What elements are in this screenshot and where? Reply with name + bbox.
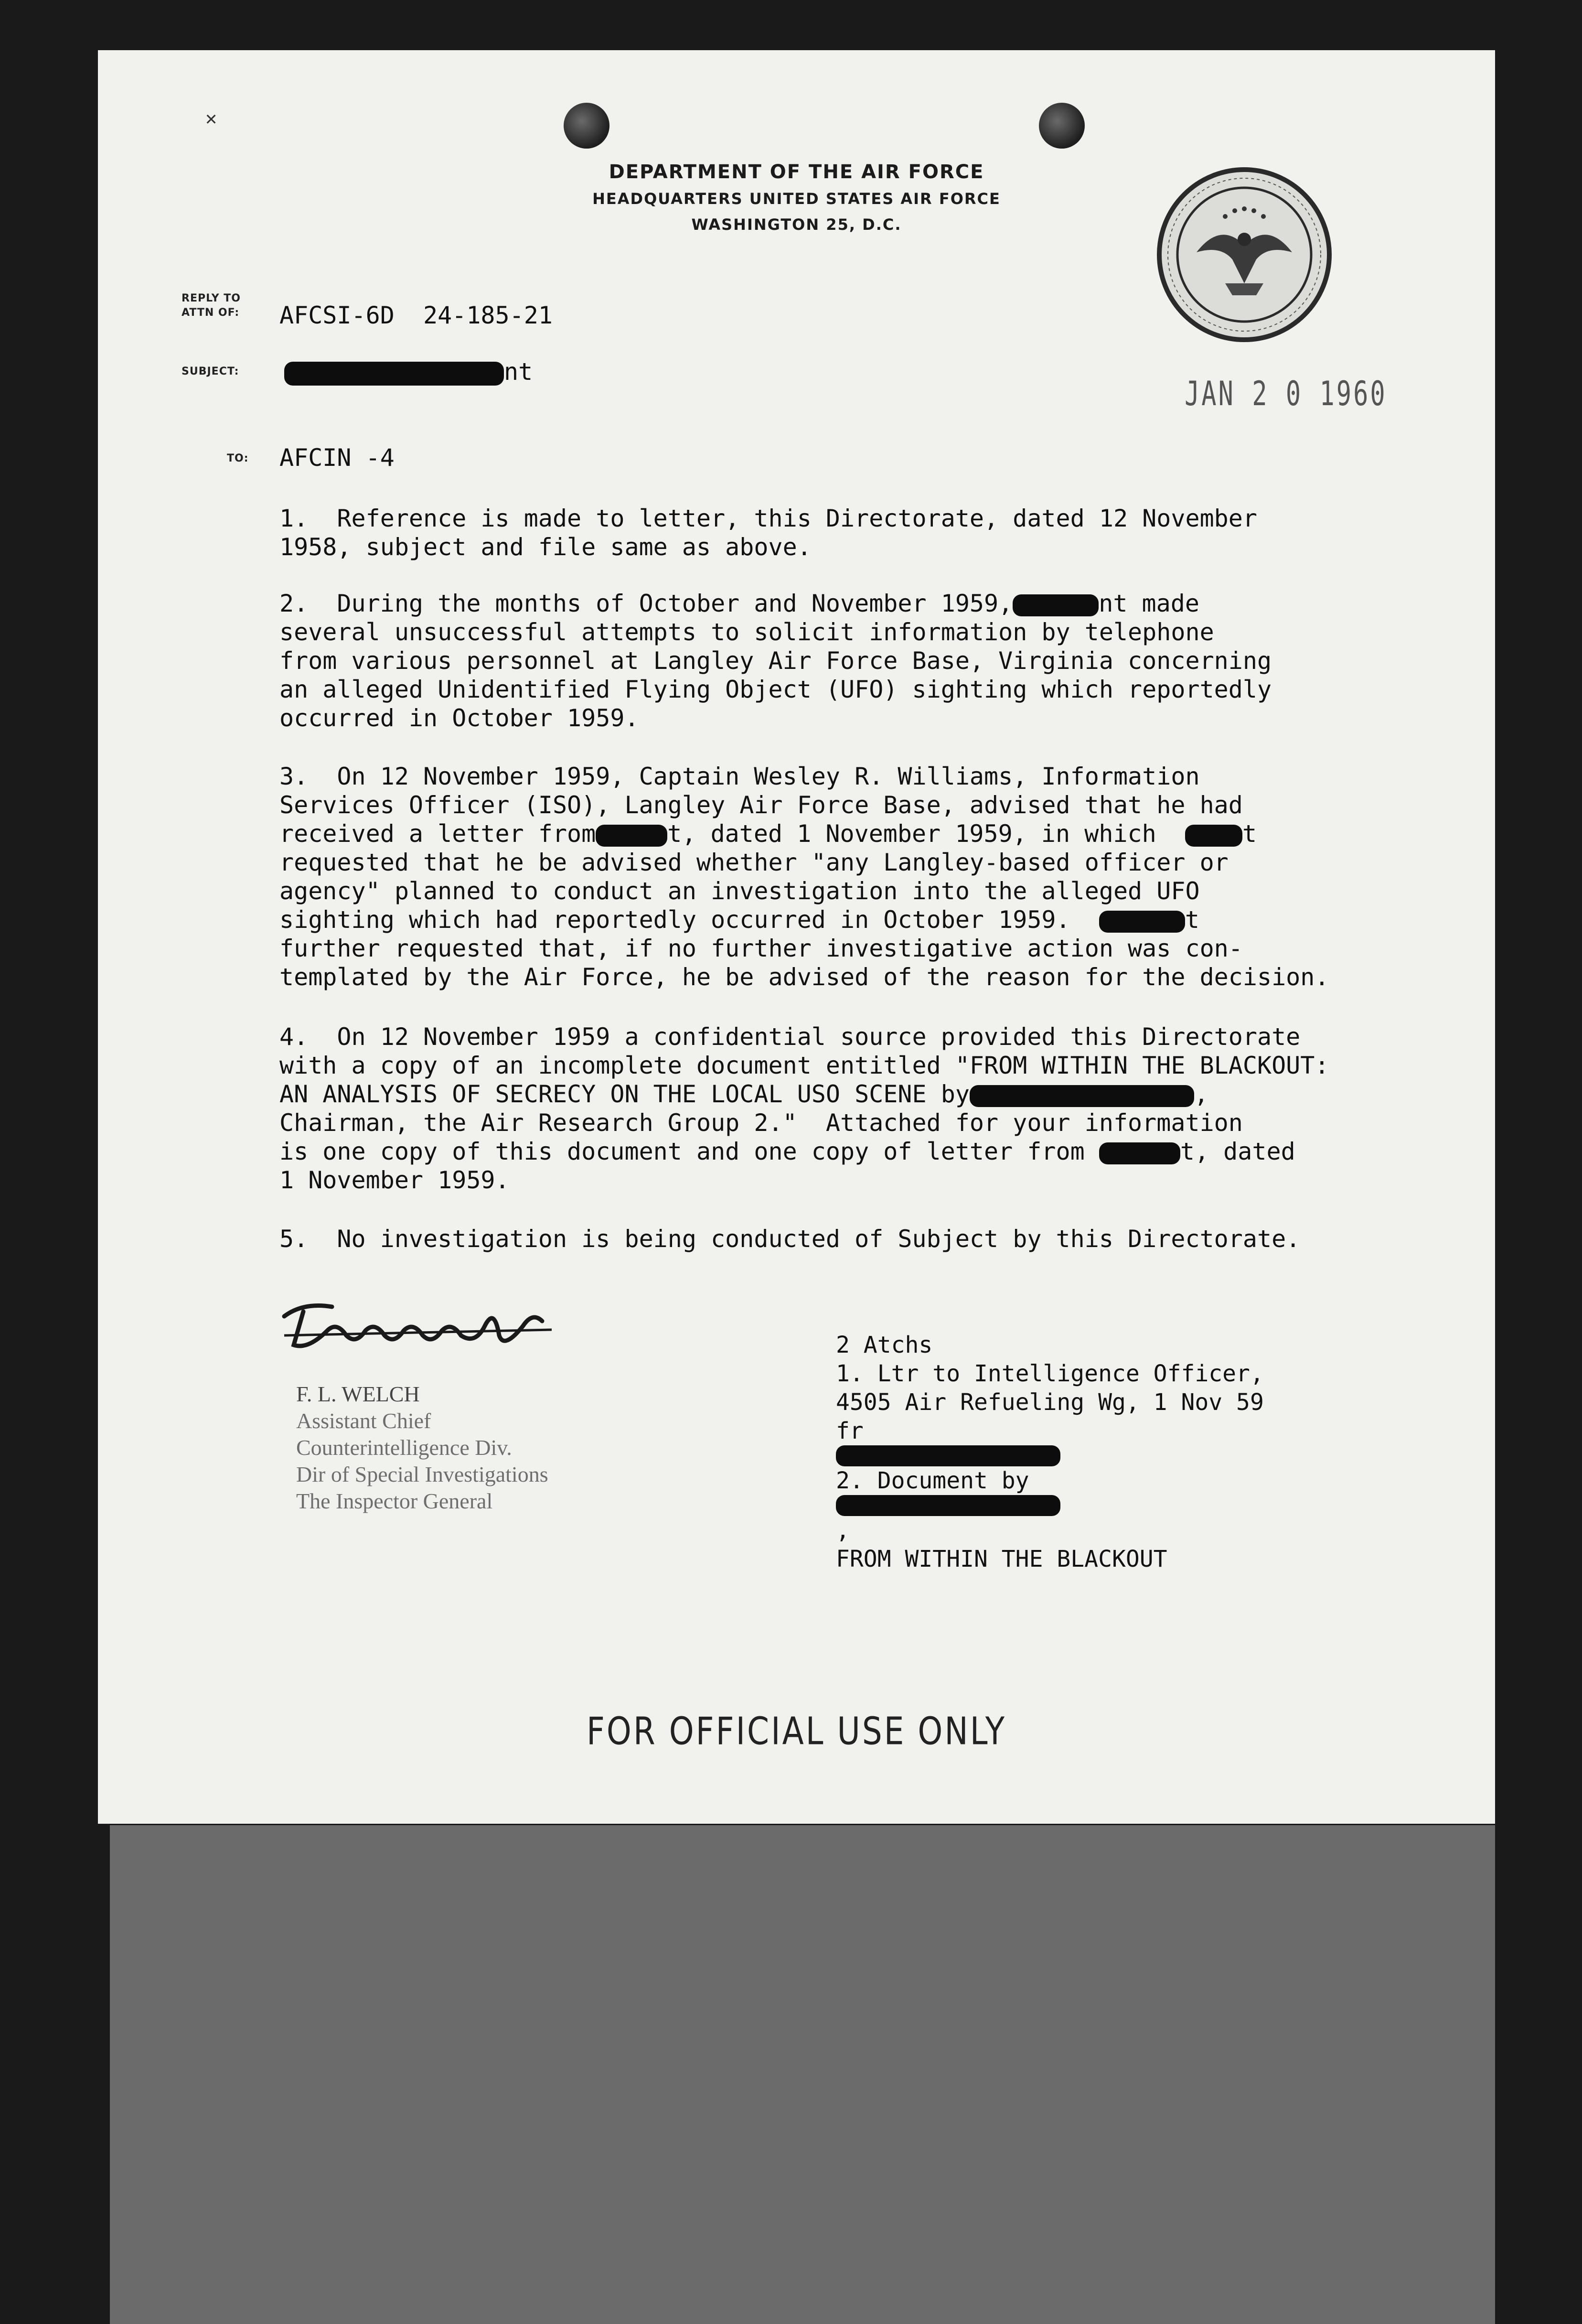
text-line: Services Officer (ISO), Langley Air Force Base, advised that he had [279,791,1243,819]
punch-hole-left [564,103,609,149]
redaction [284,362,504,386]
text-line: 4. On 12 November 1959 a confidential source provided this Directorate [279,1023,1301,1051]
text-line [279,819,1445,848]
subject-line [284,360,533,386]
redaction [1185,825,1242,847]
text-line: from various personnel at Langley Air Force Base, Virginia concerning [279,647,1272,675]
text-fragment: AN ANALYSIS OF SECRECY ON THE LOCAL USO SCENE by [279,1080,970,1108]
text-line: requested that he be advised whether "any Langley-based officer or [279,849,1229,876]
attachments-list [836,1331,1264,1573]
text-fragment: t [1185,906,1199,934]
signer-name: F. L. WELCH [296,1382,420,1406]
attachment-1-line-1: 1. Ltr to Intelligence Officer, [836,1360,1264,1387]
paragraph-5 [279,1225,1445,1253]
to-label: TO: [227,452,249,464]
redaction [970,1085,1194,1107]
punch-hole-right [1039,103,1085,149]
attachment-2-line-1 [836,1466,1264,1545]
letterhead-location: WASHINGTON 25, D.C. [691,215,902,234]
redaction [596,825,667,847]
text-line [279,905,1445,934]
text-fragment: t, dated [1180,1138,1295,1165]
signer-office: The Inspector General [296,1489,493,1513]
subject-tail: nt [504,358,533,386]
text-line: 1 November 1959. [279,1166,510,1194]
redaction [1099,911,1185,933]
date-received-stamp: JAN 2 0 1960 [1185,375,1387,414]
text-line: occurred in October 1959. [279,704,639,732]
signer-division: Counterintelligence Div. [296,1435,512,1460]
text-line: Chairman, the Air Research Group 2." Attached for your information [279,1109,1243,1137]
document-page [98,50,1495,1824]
classification-footer: FOR OFFICIAL USE ONLY [586,1709,1007,1754]
text-fragment: , [836,1517,850,1544]
text-line: with a copy of an incomplete document entitled "FROM WITHIN THE BLACKOUT: [279,1052,1329,1079]
film-background [110,1825,1495,2324]
text-fragment: received a letter from [279,820,596,848]
handwritten-signature [275,1273,571,1369]
reply-to-value: AFCSI-6D 24-185-21 [279,301,553,329]
paragraph-3 [279,762,1445,991]
paragraph-2 [279,589,1445,732]
text-line: 1. Reference is made to letter, this Directorate, dated 12 November [279,505,1257,532]
text-fragment: 2. During the months of October and November 1959, [279,590,1013,617]
text-fragment: fr [836,1418,864,1444]
text-fragment: nt made [1099,590,1199,617]
department-of-defense-seal [1154,164,1335,345]
signer-title: Assistant Chief [296,1409,431,1433]
text-line: templated by the Air Force, he be advised of the reason for the decision. [279,963,1329,991]
text-line: several unsuccessful attempts to solicit information by telephone [279,618,1214,646]
text-line: 5. No investigation is being conducted of Subject by this Directorate. [279,1225,1301,1253]
signature-block [296,1381,548,1515]
reply-to-label: REPLY TO [182,292,241,304]
subject-label: SUBJECT: [182,366,239,377]
paragraph-1 [279,504,1445,561]
paragraph-4 [279,1022,1445,1194]
text-fragment: , [1194,1080,1209,1108]
text-line: 1958, subject and file same as above. [279,533,812,561]
text-fragment: is one copy of this document and one copy of letter from [279,1138,1085,1165]
text-fragment: t [1242,820,1257,848]
attachment-count: 2 Atchs [836,1332,933,1358]
text-line: an alleged Unidentified Flying Object (UFO) sighting which reportedly [279,676,1272,703]
text-fragment: t, dated 1 November 1959, in which [667,820,1156,848]
redaction [836,1445,1060,1466]
text-line [279,1137,1445,1166]
text-fragment: sighting which had reportedly occurred in October 1959. [279,906,1070,934]
text-line: agency" planned to conduct an investigation into the alleged UFO [279,877,1200,905]
text-line [279,589,1445,618]
text-line: further requested that, if no further investigative action was con- [279,935,1243,962]
text-line: 3. On 12 November 1959, Captain Wesley R. Williams, Information [279,763,1200,790]
signer-directorate: Dir of Special Investigations [296,1462,548,1486]
text-fragment: 2. Document by [836,1467,1029,1494]
handwritten-mark: ✕ [205,108,217,129]
attachment-1-line-3 [836,1417,1264,1466]
letterhead-department: DEPARTMENT OF THE AIR FORCE [609,161,984,183]
attachment-2-line-2: FROM WITHIN THE BLACKOUT [836,1546,1167,1572]
attachment-1-line-2: 4505 Air Refueling Wg, 1 Nov 59 [836,1389,1264,1416]
text-line [279,1080,1445,1108]
redaction [1013,594,1099,616]
letterhead-headquarters: HEADQUARTERS UNITED STATES AIR FORCE [592,190,1001,208]
attn-of-label: ATTN OF: [182,307,240,319]
redaction [1099,1142,1180,1164]
redaction [836,1495,1060,1516]
to-value: AFCIN -4 [279,444,395,472]
